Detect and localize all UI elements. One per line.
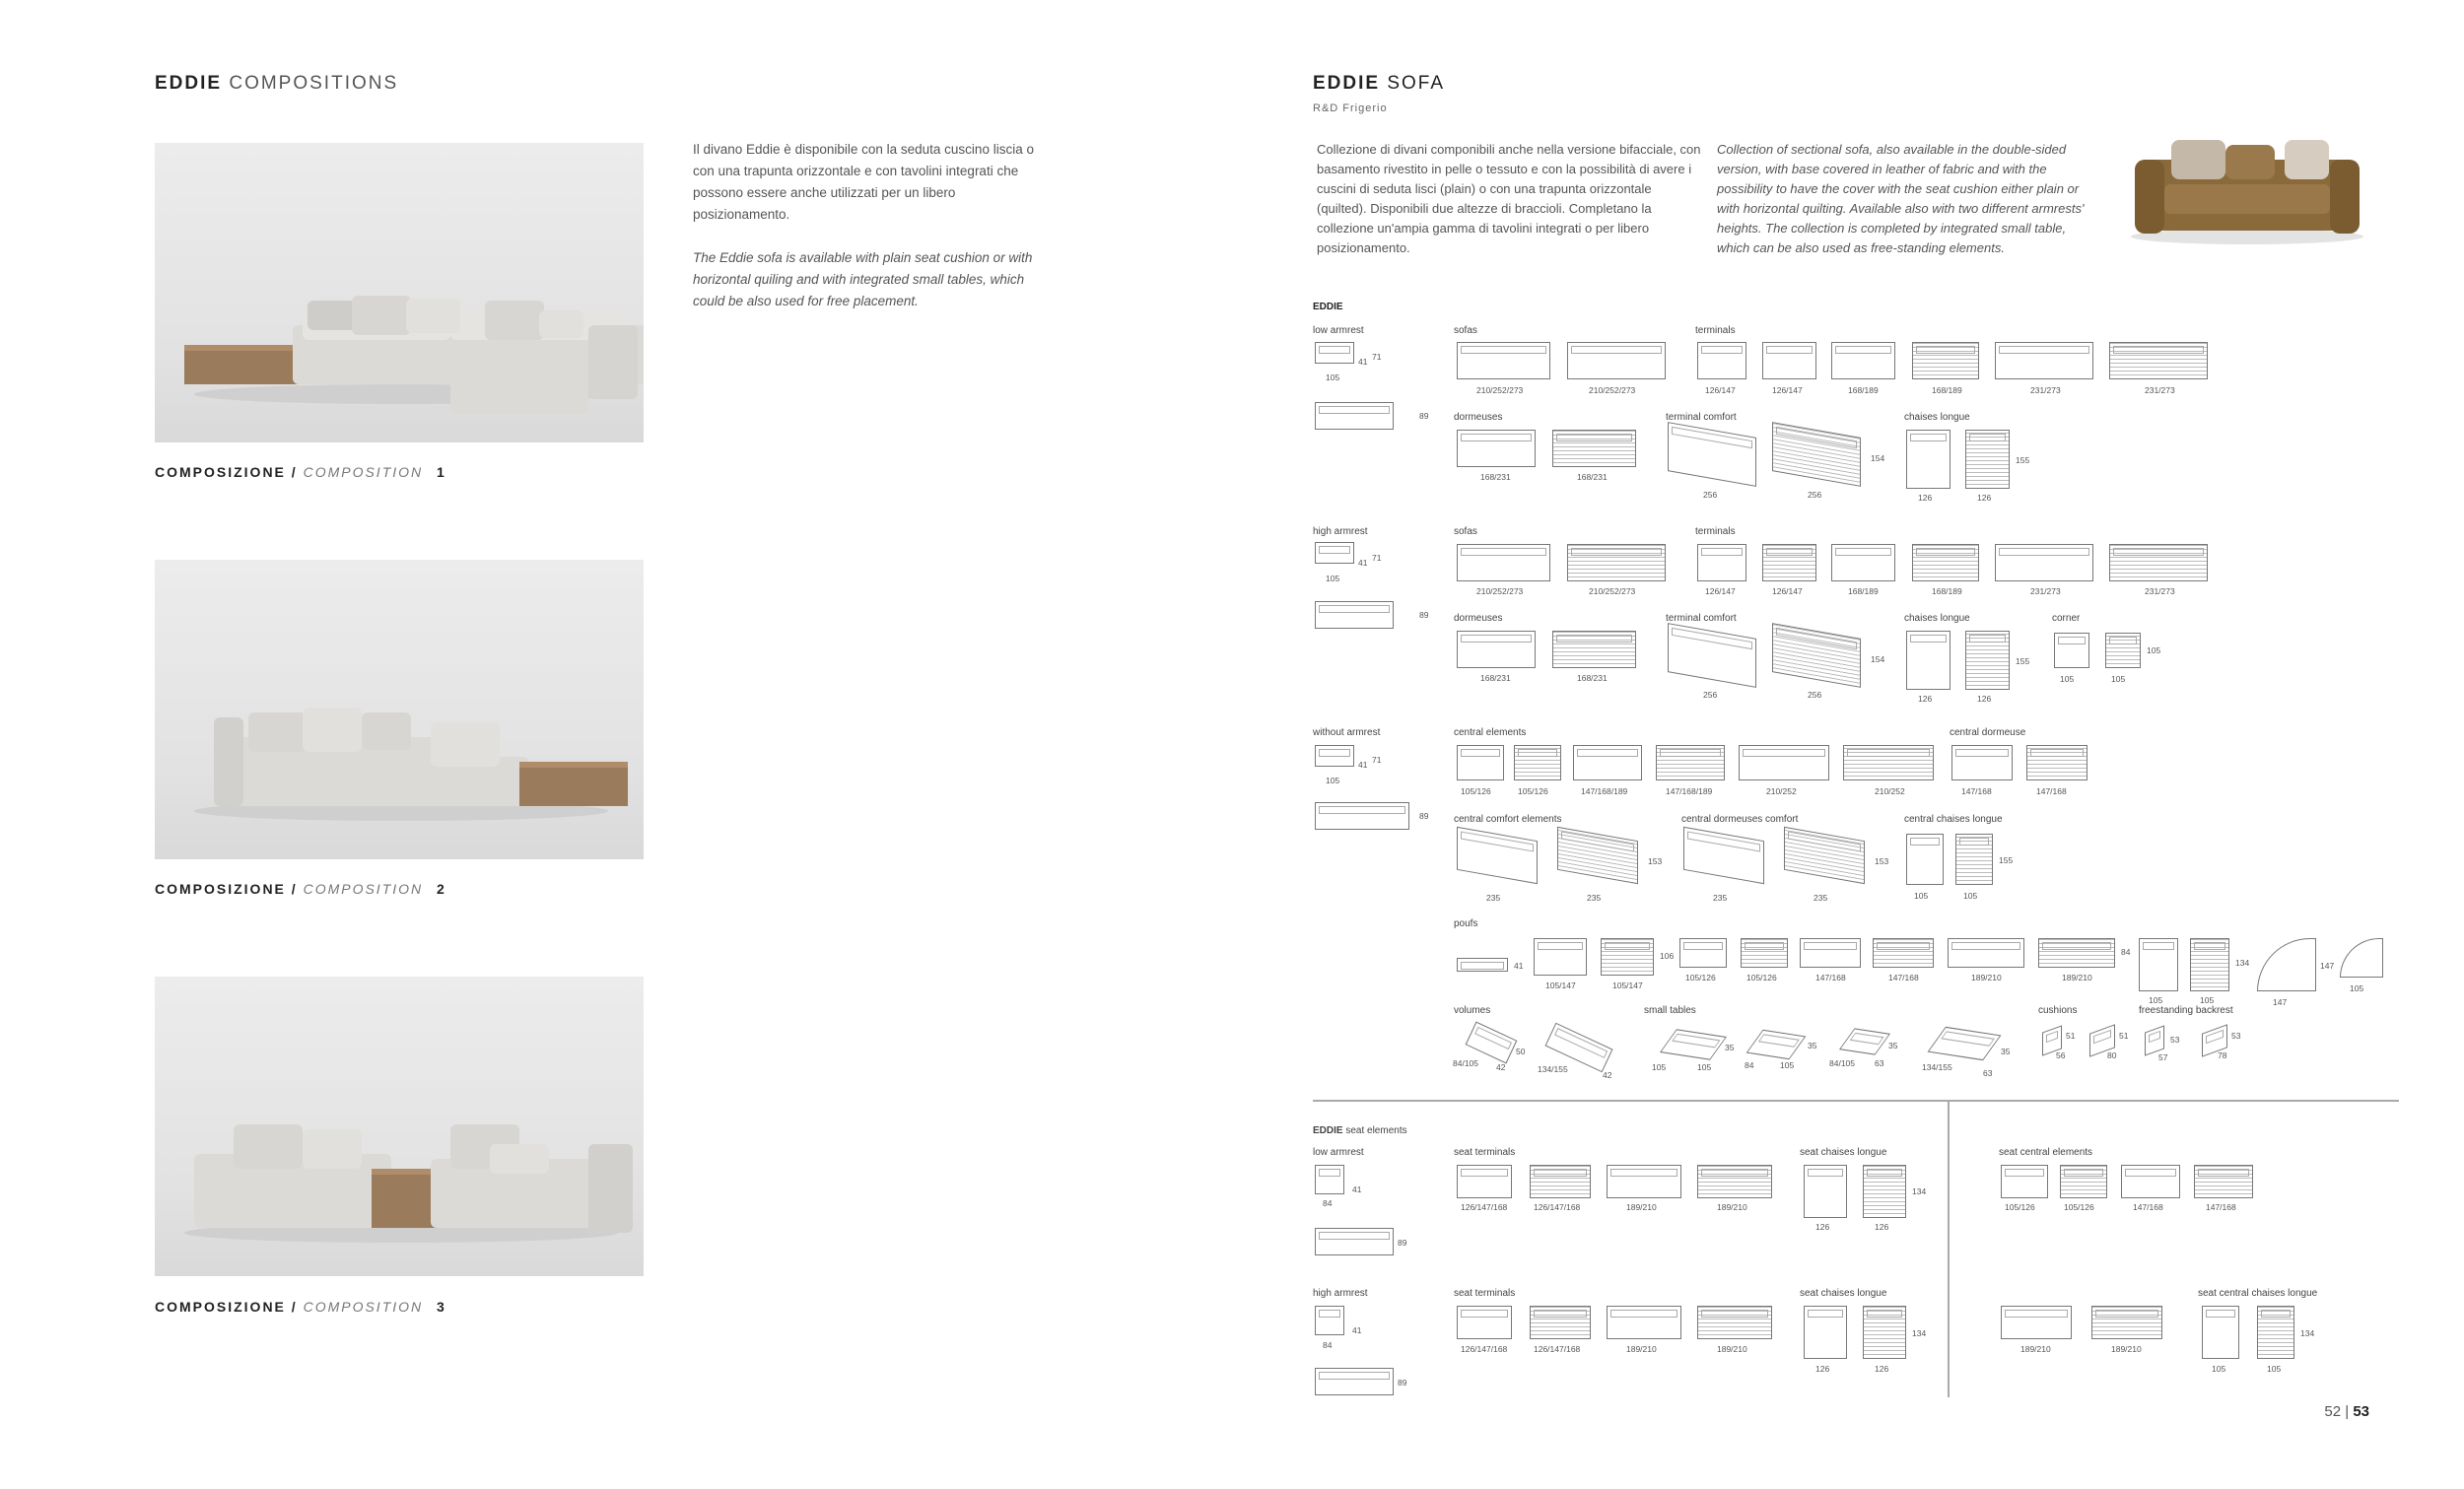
dormeuse-module bbox=[1457, 631, 1536, 668]
sofa-title: EDDIE SOFA bbox=[1313, 73, 1446, 94]
seat-terminal-module bbox=[1457, 1306, 1512, 1339]
chaise-module bbox=[1906, 430, 1951, 489]
terminal-module bbox=[1697, 544, 1746, 581]
armrest-module bbox=[1315, 542, 1354, 564]
composition-1-illustration bbox=[155, 143, 644, 442]
central-comfort-module bbox=[1784, 827, 1865, 884]
armrest-front-module bbox=[1315, 802, 1409, 830]
terminal-module bbox=[1912, 544, 1979, 581]
seat-armrest-module bbox=[1315, 1306, 1344, 1335]
seat-central-module bbox=[2001, 1306, 2072, 1339]
grid-heading: EDDIE bbox=[1313, 302, 1343, 312]
pouf-module bbox=[1948, 938, 2024, 968]
seat-central-chaise-module bbox=[2257, 1306, 2294, 1359]
intro-english: The Eddie sofa is available with plain seat cushion or with horizontal quiling and with integrated small tables, which could be also used for free placement. bbox=[693, 250, 1033, 308]
central-dormeuse-module bbox=[2026, 745, 2088, 780]
intro-italian: Il divano Eddie è disponibile con la seduta cuscino liscia o con una trapunta orizzontale e con tavolini integrati che possono essere anche utilizzati per un libero posizionamento. bbox=[693, 142, 1034, 222]
terminal-module bbox=[1831, 342, 1895, 379]
central-module bbox=[1739, 745, 1829, 780]
pouf-curved-module bbox=[2257, 938, 2316, 991]
chaise-module bbox=[1906, 631, 1951, 690]
terminal-module bbox=[1912, 342, 1979, 379]
central-comfort-module bbox=[1557, 827, 1638, 884]
seat-terminal-module bbox=[1607, 1306, 1681, 1339]
terminal-module bbox=[1995, 544, 2093, 581]
pouf-module bbox=[1679, 938, 1727, 968]
seat-armrest-module bbox=[1315, 1165, 1344, 1194]
low-armrest-label: low armrest bbox=[1313, 325, 1364, 336]
pouf-module bbox=[2139, 938, 2178, 991]
sofas-label: sofas bbox=[1454, 325, 1477, 336]
central-module bbox=[1514, 745, 1561, 780]
central-module bbox=[1843, 745, 1934, 780]
seat-elements-heading: EDDIE seat elements bbox=[1313, 1125, 1407, 1136]
seat-central-chaise-module bbox=[2202, 1306, 2239, 1359]
terminal-module bbox=[1697, 342, 1746, 379]
comfort-module bbox=[1772, 623, 1861, 688]
composition-3-illustration bbox=[155, 977, 644, 1276]
terminal-module bbox=[2109, 544, 2208, 581]
seat-chaise-module bbox=[1863, 1165, 1906, 1218]
small-table-module bbox=[1928, 1027, 2002, 1060]
armrest-front-module bbox=[1315, 402, 1394, 430]
page-numbers: 52 | 53 bbox=[2324, 1403, 2369, 1420]
terminal-module bbox=[1995, 342, 2093, 379]
seat-central-module bbox=[2091, 1306, 2162, 1339]
seat-chaise-module bbox=[1863, 1306, 1906, 1359]
central-comfort-module bbox=[1457, 827, 1538, 884]
seat-central-module bbox=[2060, 1165, 2107, 1198]
corner-module bbox=[2105, 633, 2141, 668]
description-italian: Collezione di divani componibili anche nella versione bifacciale, con basamento rivestito in pelle o tessuto e con la possibilità di avere i cuscini di seduta lisci (plain) o con una trapunta orizzontale (quilted). Disponibili due altezze di braccioli. Completano la collezione un'ampia gamma di tavolini integrati o per libero posizionamento. bbox=[1317, 142, 1701, 255]
seat-terminal-module bbox=[1697, 1165, 1772, 1198]
seat-central-module bbox=[2194, 1165, 2253, 1198]
backrest-module bbox=[2145, 1025, 2164, 1055]
composition-2-caption: COMPOSIZIONE / COMPOSITION 2 bbox=[155, 881, 446, 897]
armrest-module bbox=[1315, 745, 1354, 767]
chaise-module bbox=[1965, 430, 2010, 489]
title-rest: COMPOSITIONS bbox=[229, 73, 399, 94]
pouf-module bbox=[2190, 938, 2229, 991]
composition-2-photo bbox=[155, 560, 644, 859]
seat-terminal-module bbox=[1697, 1306, 1772, 1339]
pouf-module bbox=[1741, 938, 1788, 968]
small-table-module bbox=[1839, 1028, 1890, 1054]
armrest-front-module bbox=[1315, 601, 1394, 629]
sofa-product-photo bbox=[2127, 120, 2367, 248]
terminal-module bbox=[2109, 342, 2208, 379]
central-dormeuse-module bbox=[1951, 745, 2013, 780]
description-english: Collection of sectional sofa, also available in the double-sided version, with base covered in leather of fabric and with the possibility to have the cover with the seat cushion either plain or with horizontal quilting. Available also with two different armrests' heights. The collection is completed by integrated small table, which can be also used as free-standing elements. bbox=[1717, 142, 2085, 255]
central-chaise-module bbox=[1906, 834, 1944, 885]
designer-credit: R&D Frigerio bbox=[1313, 102, 1388, 114]
armrest-module bbox=[1315, 342, 1354, 364]
seat-terminal-module bbox=[1457, 1165, 1512, 1198]
terminals-label: terminals bbox=[1695, 325, 1736, 336]
composition-1-photo bbox=[155, 143, 644, 442]
pouf-curved-module bbox=[2340, 938, 2383, 978]
dormeuse-module bbox=[1552, 631, 1636, 668]
seat-central-module bbox=[2121, 1165, 2180, 1198]
chaise-module bbox=[1965, 631, 2010, 690]
composition-2-illustration bbox=[155, 560, 644, 859]
seat-terminal-module bbox=[1530, 1165, 1591, 1198]
seat-armrest-front-module bbox=[1315, 1228, 1394, 1255]
comfort-module bbox=[1668, 623, 1756, 688]
comfort-module bbox=[1772, 422, 1861, 487]
pouf-module bbox=[2038, 938, 2115, 968]
seat-chaise-module bbox=[1804, 1165, 1847, 1218]
comfort-module bbox=[1668, 422, 1756, 487]
small-table-module bbox=[1660, 1029, 1727, 1060]
seat-terminal-module bbox=[1607, 1165, 1681, 1198]
composition-3-caption: COMPOSIZIONE / COMPOSITION 3 bbox=[155, 1299, 446, 1315]
terminal-module bbox=[1762, 342, 1816, 379]
sofa-module bbox=[1567, 544, 1666, 581]
seat-chaise-module bbox=[1804, 1306, 1847, 1359]
central-module bbox=[1573, 745, 1642, 780]
pouf-module bbox=[1873, 938, 1934, 968]
title-brand: EDDIE bbox=[155, 73, 223, 94]
composition-3-photo bbox=[155, 977, 644, 1276]
central-comfort-module bbox=[1683, 827, 1764, 884]
sofa-module bbox=[1457, 342, 1550, 379]
sofa-module bbox=[1567, 342, 1666, 379]
dormeuse-module bbox=[1552, 430, 1636, 467]
pouf-side-module bbox=[1457, 958, 1508, 972]
pouf-module bbox=[1800, 938, 1861, 968]
seat-central-module bbox=[2001, 1165, 2048, 1198]
corner-module bbox=[2054, 633, 2089, 668]
compositions-title bbox=[155, 73, 398, 95]
section-divider-vertical bbox=[1948, 1100, 1950, 1397]
pouf-module bbox=[1601, 938, 1654, 976]
pouf-module bbox=[1534, 938, 1587, 976]
terminal-module bbox=[1762, 544, 1816, 581]
section-divider bbox=[1313, 1100, 2399, 1102]
central-chaise-module bbox=[1955, 834, 1993, 885]
dormeuse-module bbox=[1457, 430, 1536, 467]
sofa-module bbox=[1457, 544, 1550, 581]
central-module bbox=[1656, 745, 1725, 780]
terminal-module bbox=[1831, 544, 1895, 581]
composition-1-caption: COMPOSIZIONE / COMPOSITION 1 bbox=[155, 464, 446, 480]
seat-terminal-module bbox=[1530, 1306, 1591, 1339]
small-table-module bbox=[1746, 1030, 1807, 1059]
central-module bbox=[1457, 745, 1504, 780]
seat-armrest-front-module bbox=[1315, 1368, 1394, 1395]
